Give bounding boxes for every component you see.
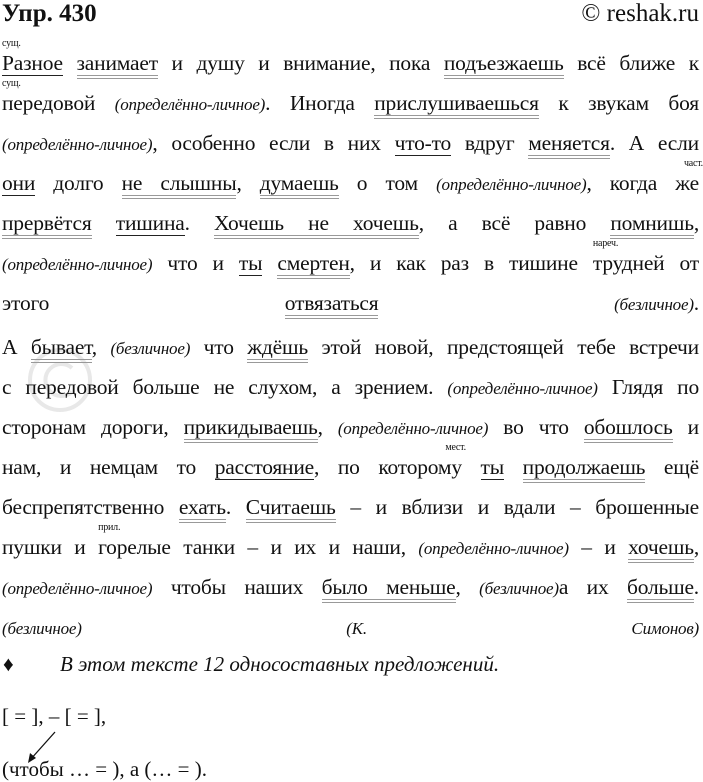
segment-text: Считаешь xyxy=(245,495,336,519)
text-segment xyxy=(694,211,699,235)
part-of-speech-label: прил. xyxy=(98,522,121,533)
sentence-type-note xyxy=(479,579,559,598)
segment-text: Разное xyxy=(2,51,63,75)
text-line xyxy=(2,407,699,447)
text-line xyxy=(2,442,699,487)
text-line xyxy=(2,38,699,83)
text-line-content xyxy=(2,78,699,115)
segment-text: что-то xyxy=(394,131,452,155)
predicate xyxy=(628,535,694,563)
text-line-content xyxy=(2,238,699,275)
segment-text: . А если xyxy=(609,131,699,155)
segment-text xyxy=(262,251,277,275)
segment-text: что и xyxy=(152,251,239,275)
text-line-content xyxy=(2,158,703,195)
segment-text: , xyxy=(693,535,700,559)
text-line-content xyxy=(2,522,700,559)
segment-text: ждёшь xyxy=(247,335,308,359)
segment-text xyxy=(95,91,115,115)
text-line xyxy=(2,487,699,527)
text-segment xyxy=(63,51,77,75)
text-segment xyxy=(2,495,179,519)
text-line xyxy=(2,158,703,203)
answer-text: В этом тексте 12 односоставных предложений. xyxy=(60,652,500,676)
sentence-type-note xyxy=(115,95,265,114)
site-credit: © reshak.ru xyxy=(581,0,699,27)
sentence-type-note xyxy=(418,539,568,558)
part-of-speech-label: сущ. xyxy=(2,78,21,89)
segment-text xyxy=(462,455,481,479)
predicate xyxy=(285,291,379,319)
segment-text: и xyxy=(672,415,699,439)
text-segment xyxy=(2,455,215,479)
annotated-word xyxy=(2,78,96,115)
text-line-content xyxy=(2,495,699,523)
segment-text: же xyxy=(675,171,699,195)
sentence-type-note xyxy=(2,619,699,638)
text-segment xyxy=(694,535,699,559)
segment-text: помнишь xyxy=(610,211,694,235)
segment-text: ехать xyxy=(178,495,226,519)
segment-text: , xyxy=(317,415,338,439)
segment-text: . xyxy=(225,495,246,519)
segment-text: которому xyxy=(378,455,462,479)
subject xyxy=(395,131,452,156)
subject xyxy=(2,38,63,76)
annotated-word xyxy=(378,442,466,479)
text-segment xyxy=(308,335,699,359)
segment-text: отвязаться xyxy=(284,291,379,315)
segment-text: прервётся xyxy=(2,211,92,235)
predicate xyxy=(260,171,339,199)
segment-text: . xyxy=(693,291,699,315)
text-line-content xyxy=(2,211,699,239)
text-segment xyxy=(456,575,480,599)
text-segment xyxy=(350,251,593,275)
text-segment xyxy=(236,171,259,195)
text-segment xyxy=(694,291,699,315)
predicate xyxy=(122,171,237,199)
segment-text: всё ближе к xyxy=(563,51,699,75)
segment-text: меняется xyxy=(528,131,610,155)
text-segment xyxy=(158,51,444,75)
text-line xyxy=(2,567,699,607)
text-segment xyxy=(185,211,214,235)
text-segment xyxy=(539,91,699,115)
annotated-word xyxy=(592,238,665,275)
text-segment xyxy=(694,575,699,599)
text-segment xyxy=(35,171,121,195)
segment-text: . xyxy=(184,211,215,235)
text-segment xyxy=(645,455,699,479)
predicate xyxy=(627,575,694,603)
segment-text: , когда xyxy=(586,171,676,195)
predicate xyxy=(584,415,673,443)
predicate xyxy=(214,211,419,239)
text-segment xyxy=(152,251,239,275)
segment-text: , по xyxy=(314,455,379,479)
segment-text: чтобы наших xyxy=(152,575,322,599)
text-segment xyxy=(314,455,378,479)
text-segment xyxy=(95,91,115,115)
segment-text: больше xyxy=(626,575,694,599)
segment-text: пушки и xyxy=(2,535,99,559)
text-segment xyxy=(2,375,447,399)
text-segment xyxy=(586,171,675,195)
segment-text: было меньше xyxy=(321,575,456,599)
part-of-speech-label: сущ. xyxy=(2,38,21,49)
predicate xyxy=(247,335,308,363)
segment-text: , xyxy=(455,575,480,599)
part-of-speech-label: мест. xyxy=(445,442,466,453)
text-segment xyxy=(673,415,699,439)
text-line xyxy=(2,123,699,163)
text-segment xyxy=(419,211,611,235)
text-segment xyxy=(336,495,699,519)
segment-text: беспрепятственно xyxy=(2,495,179,519)
segment-text xyxy=(92,211,116,235)
segment-text: бывает xyxy=(30,335,92,359)
text-segment xyxy=(152,575,321,599)
segment-text: – и вблизи и вдали – брошенные xyxy=(335,495,699,519)
text-segment xyxy=(339,171,436,195)
segment-text: хочешь xyxy=(628,535,694,559)
segment-text: смертен xyxy=(277,251,350,275)
segment-text: ещё xyxy=(645,455,699,479)
segment-text: А xyxy=(2,335,31,359)
segment-text xyxy=(504,455,523,479)
segment-text: . Иногда xyxy=(265,91,375,115)
text-segment xyxy=(488,415,584,439)
text-segment xyxy=(451,131,528,155)
text-line-content xyxy=(2,131,699,155)
segment-text: . xyxy=(693,575,699,599)
text-line xyxy=(2,367,699,407)
text-segment xyxy=(190,335,247,359)
sentence-type-note xyxy=(2,255,152,274)
text-segment xyxy=(226,495,246,519)
segment-text: расстояние xyxy=(214,455,315,479)
text-paragraph-2 xyxy=(2,327,699,647)
text-segment xyxy=(92,211,116,235)
text-segment xyxy=(265,91,374,115)
text-line xyxy=(2,522,700,567)
text-segment xyxy=(462,455,481,479)
predicate xyxy=(610,211,693,239)
diamond-bullet-icon: ♦ xyxy=(3,652,14,676)
scheme-line-1: [ = ], – [ = ], xyxy=(2,704,107,728)
segment-text: и душу и внимание, пока xyxy=(157,51,444,75)
segment-text: подъезжаешь xyxy=(443,51,564,75)
predicate xyxy=(277,251,349,279)
text-segment xyxy=(504,455,523,479)
segment-text: сторонам дороги, xyxy=(2,415,184,439)
text-line-content xyxy=(2,375,699,399)
segment-text: к звукам боя xyxy=(538,91,699,115)
segment-text xyxy=(63,51,77,75)
segment-text: продолжаешь xyxy=(522,455,646,479)
predicate xyxy=(77,51,158,79)
segment-text: занимает xyxy=(76,51,158,75)
segment-text: , xyxy=(236,171,260,195)
text-segment xyxy=(92,335,111,359)
segment-text: а их xyxy=(558,575,627,599)
segment-text: (безличное) xyxy=(110,339,191,358)
segment-text: прикидываешь xyxy=(183,415,318,439)
predicate xyxy=(523,455,646,483)
segment-text: с передовой больше не слухом, а зрением. xyxy=(2,375,448,399)
sentence-type-note xyxy=(436,175,586,194)
segment-text: ты xyxy=(238,251,263,275)
text-line xyxy=(2,327,699,367)
segment-text: не слышны xyxy=(121,171,237,195)
segment-text: танки – и их и наши, xyxy=(170,535,419,559)
text-segment xyxy=(664,251,699,275)
predicate xyxy=(184,415,318,443)
predicate xyxy=(246,495,336,523)
segment-text: горелые xyxy=(98,535,171,559)
text-segment xyxy=(262,251,277,275)
text-line-content xyxy=(2,575,699,599)
segment-text: думаешь xyxy=(259,171,339,195)
sentence-type-note xyxy=(110,339,190,358)
text-line xyxy=(2,238,699,283)
text-segment xyxy=(2,415,184,439)
segment-text: (определённо-личное) xyxy=(447,379,598,398)
text-segment xyxy=(2,291,285,315)
subject xyxy=(215,455,314,480)
segment-text: (определённо-личное) xyxy=(436,175,587,194)
segment-text: от xyxy=(664,251,699,275)
predicate xyxy=(2,211,92,239)
text-segment xyxy=(2,535,98,559)
segment-text: передовой xyxy=(2,91,96,115)
segment-text: , а всё равно xyxy=(418,211,611,235)
sentence-type-note xyxy=(2,579,152,598)
segment-text: тишина xyxy=(115,211,185,235)
segment-text: (безличное) xyxy=(614,295,694,314)
segment-text: во что xyxy=(488,415,584,439)
segment-text: (определённо-личное) xyxy=(337,419,489,438)
segment-text: (определённо-личное) xyxy=(418,539,569,558)
segment-text: , особенно если в них xyxy=(152,131,395,155)
segment-text: Глядя по xyxy=(597,375,699,399)
segment-text: о том xyxy=(338,171,437,195)
segment-text: этого xyxy=(2,291,285,315)
sentence-type-note xyxy=(338,419,488,438)
predicate xyxy=(528,131,610,159)
segment-text: обошлось xyxy=(583,415,673,439)
text-segment xyxy=(598,375,699,399)
text-segment xyxy=(2,335,31,359)
text-segment xyxy=(559,575,627,599)
text-line xyxy=(2,203,699,243)
annotated-word xyxy=(98,522,171,559)
segment-text: этой новой, предстоящей тебе встречи xyxy=(307,335,699,359)
predicate xyxy=(31,335,92,363)
segment-text: (определённо-личное) xyxy=(114,95,266,114)
segment-text: , xyxy=(91,335,111,359)
text-paragraph-1 xyxy=(2,38,703,323)
predicate xyxy=(322,575,456,603)
text-line xyxy=(2,607,699,647)
predicate xyxy=(374,91,539,119)
text-line xyxy=(2,283,699,323)
segment-text: вдруг xyxy=(451,131,529,155)
segment-text: (определённо-личное) xyxy=(2,579,153,598)
text-segment xyxy=(152,131,394,155)
segment-text: , xyxy=(693,211,699,235)
segment-text: они xyxy=(2,171,36,195)
text-line-content xyxy=(2,335,699,359)
text-line-content xyxy=(2,615,699,639)
subject xyxy=(481,455,504,480)
subject xyxy=(2,171,35,196)
scheme-line-2: (чтобы … = ), а (… = ). xyxy=(2,757,207,781)
text-line-content xyxy=(2,291,699,315)
text-segment xyxy=(378,291,614,315)
annotated-word xyxy=(675,158,703,195)
segment-text: – и xyxy=(568,535,629,559)
segment-text: (безличное) (К. Симонов) xyxy=(2,619,699,638)
segment-text: , и как раз в тишине xyxy=(349,251,593,275)
sentence-type-note xyxy=(2,135,152,154)
segment-text: долго xyxy=(35,171,122,195)
text-line-content xyxy=(2,415,699,439)
segment-text: Хочешь не хочешь xyxy=(214,211,419,235)
sentence-type-note xyxy=(447,379,597,398)
segment-text: что xyxy=(190,335,248,359)
segment-text: (определённо-личное) xyxy=(2,255,153,274)
text-line-content xyxy=(2,442,699,483)
text-segment xyxy=(171,535,419,559)
part-of-speech-label: нареч. xyxy=(592,238,619,249)
text-line-content xyxy=(2,38,699,79)
text-segment xyxy=(564,51,699,75)
predicate xyxy=(179,495,226,523)
text-segment xyxy=(610,131,699,155)
predicate xyxy=(444,51,564,79)
segment-text: (определённо-личное) xyxy=(2,135,153,154)
part-of-speech-label: част. xyxy=(683,158,703,169)
subject xyxy=(116,211,185,236)
segment-text: нам, и немцам то xyxy=(2,455,215,479)
sentence-type-note xyxy=(614,295,694,314)
subject xyxy=(239,251,262,276)
segment-text xyxy=(378,291,614,315)
segment-text: (безличное) xyxy=(479,579,559,598)
text-segment xyxy=(318,415,338,439)
segment-text: трудней xyxy=(592,251,665,275)
text-segment xyxy=(569,535,628,559)
exercise-title: Упр. 430 xyxy=(2,0,97,27)
segment-text: прислушиваешься xyxy=(374,91,539,115)
segment-text: ты xyxy=(480,455,504,479)
text-line xyxy=(2,78,699,123)
